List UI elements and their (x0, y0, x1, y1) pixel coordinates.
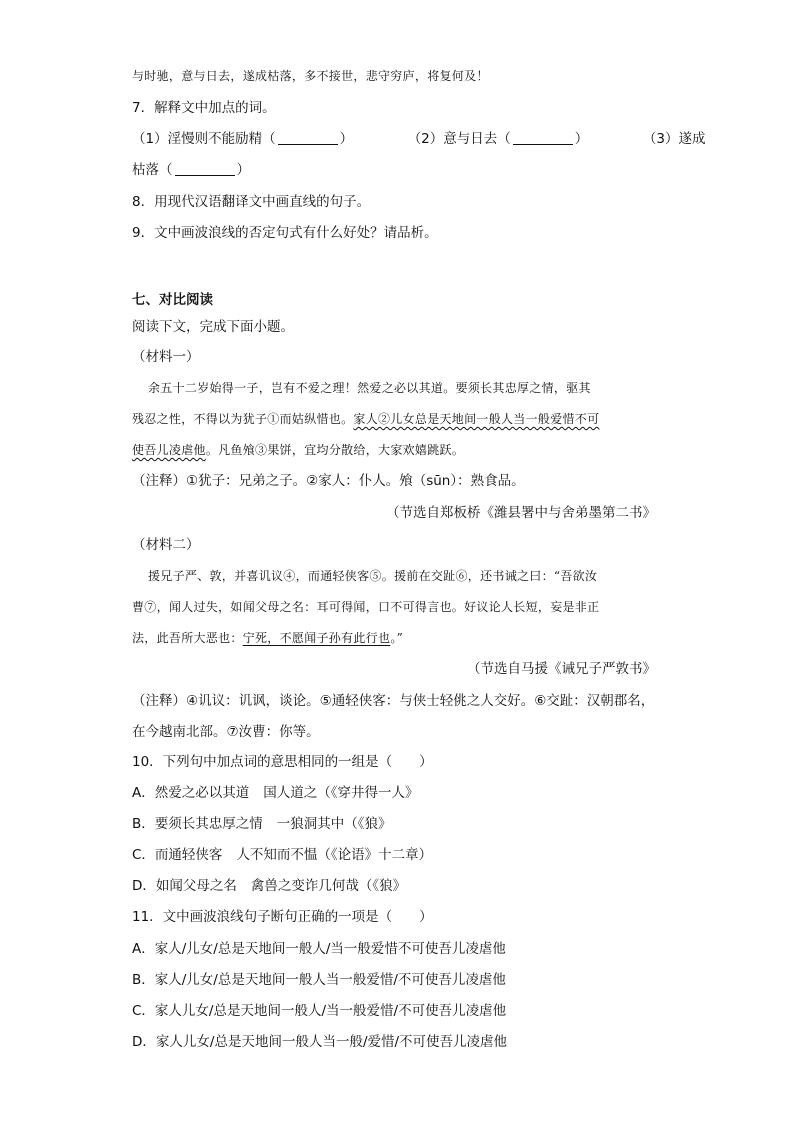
question-7-cont (132, 160, 672, 180)
question-8: 8．用现代汉语翻译文中画直线的句子。 (132, 194, 371, 210)
q7-item-1-suffix: ） (339, 131, 354, 147)
material-2-underlined-sentence: 宁死，不愿闻子孙有此行也 (242, 631, 391, 645)
material-2-line-3-end: 。” (390, 631, 404, 645)
material-2-source: （节选自马援《诫兄子严敦书》 (467, 661, 656, 677)
q10-option-c-right: 人不知而不愠（《论语》十二章） (236, 847, 433, 863)
q7-blank-1[interactable] (278, 130, 338, 145)
material-1-line-3-plain: 。凡鱼飧③果饼，宜均分散给，大家欢嬉跳跃。 (205, 443, 465, 457)
q7-cont-prefix: 枯落（ (132, 162, 173, 178)
material-2-note-1: （注释）④讥议：讥讽，谈论。⑤通轻侠客：与侠士轻佻之人交好。⑥交趾：汉朝郡名， (132, 693, 655, 709)
q10-option-b[interactable] (132, 814, 672, 834)
q11-option-c[interactable]: C．家人儿女/总是天地间一般人/当一般爱惜/不可使吾儿凌虐他 (132, 1003, 507, 1019)
q7-item-1-prefix: （1）淫慢则不能励精（ (132, 131, 276, 147)
material-1-note: （注释）①犹子：兄弟之子。②家人：仆人。飧（sūn）：熟食品。 (132, 473, 525, 489)
question-7-label: 7．解释文中加点的词。 (132, 100, 276, 116)
material-1-wavy-sentence: 家人②儿女总是天地间一般人当一般爱惜不可 (353, 412, 600, 426)
q10-option-d-right: 禽兽之变诈几何哉（《狼》 (250, 878, 407, 894)
material-2-line-1: 援兄子严、敦，并喜讥议④，而通轻侠客⑤。援前在交趾⑥，还书诫之曰：“吾欲汝 (148, 569, 598, 583)
question-9: 9．文中画波浪线的否定句式有什么好处？请品析。 (132, 225, 438, 241)
instruction: 阅读下文，完成下面小题。 (132, 319, 294, 335)
material-2-line-3-plain: 法，此吾所大恶也： (132, 631, 243, 645)
q7-cont-suffix: ） (236, 162, 250, 178)
material-2-label: （材料二） (132, 537, 200, 553)
q11-option-b[interactable]: B．家人/儿女/总是天地间一般人当一般爱惜/不可使吾儿凌虐他 (132, 972, 506, 988)
q11-option-d[interactable]: D．家人儿女/总是天地间一般人当一般/爱惜/不可使吾儿凌虐他 (132, 1034, 508, 1050)
q7-item-2-suffix: ） (574, 131, 589, 147)
material-2-note-2: 在今越南北部。⑦汝曹：你等。 (132, 724, 320, 740)
q7-item-3-prefix: （3）遂成 (642, 131, 706, 147)
q7-blank-2[interactable] (513, 130, 573, 145)
question-10-stem: 10．下列句中加点词的意思相同的一组是（ ） (132, 754, 433, 770)
q10-option-c[interactable] (132, 845, 672, 865)
material-1-wavy-sentence-end: 使吾儿凌虐他 (132, 443, 206, 457)
material-1-line-2 (132, 409, 672, 429)
q10-option-d[interactable] (132, 876, 672, 896)
material-1-line-3 (132, 440, 672, 460)
material-2-line-2: 曹⑦，闻人过失，如闻父母之名：耳可得闻，口不可得言也。好议论人长短，妄是非正 (132, 600, 600, 614)
q7-blank-3[interactable] (175, 161, 235, 176)
material-1-source: （节选自郑板桥《潍县署中与舍弟墨第二书》 (386, 505, 656, 521)
question-7-items (132, 129, 706, 149)
q10-option-a[interactable] (132, 783, 672, 803)
q11-option-a[interactable]: A．家人/儿女/总是天地间一般人/当一般爱惜不可使吾儿凌虐他 (132, 941, 506, 957)
q10-option-a-left: A．然爱之必以其道 (132, 785, 250, 801)
material-1-line-2-plain: 残忍之性，不得以为犹子①而姑纵惜也。 (132, 412, 354, 426)
q10-option-a-right: 国人道之（《穿井得一人》 (263, 785, 419, 801)
passage-tail: 与时驰，意与日去，遂成枯落，多不接世，悲守穷庐，将复何及！ (132, 69, 489, 83)
material-1-line-1: 余五十二岁始得一子，岂有不爱之理！然爱之必以其道。要须长其忠厚之情，驱其 (148, 381, 591, 395)
q10-option-d-left: D．如闻父母之名 (132, 878, 237, 894)
section-title: 七、对比阅读 (132, 292, 213, 308)
material-2-line-3 (132, 628, 672, 648)
q10-option-b-left: B．要须长其忠厚之情 (132, 816, 263, 832)
q10-option-c-left: C．而通轻侠客 (132, 847, 223, 863)
question-11-stem: 11．文中画波浪线句子断句正确的一项是（ ） (132, 909, 433, 925)
q7-item-2-prefix: （2）意与日去（ (407, 131, 511, 147)
material-1-label: （材料一） (132, 349, 200, 365)
q10-option-b-right: 一狼洞其中（《狼》 (276, 816, 392, 832)
